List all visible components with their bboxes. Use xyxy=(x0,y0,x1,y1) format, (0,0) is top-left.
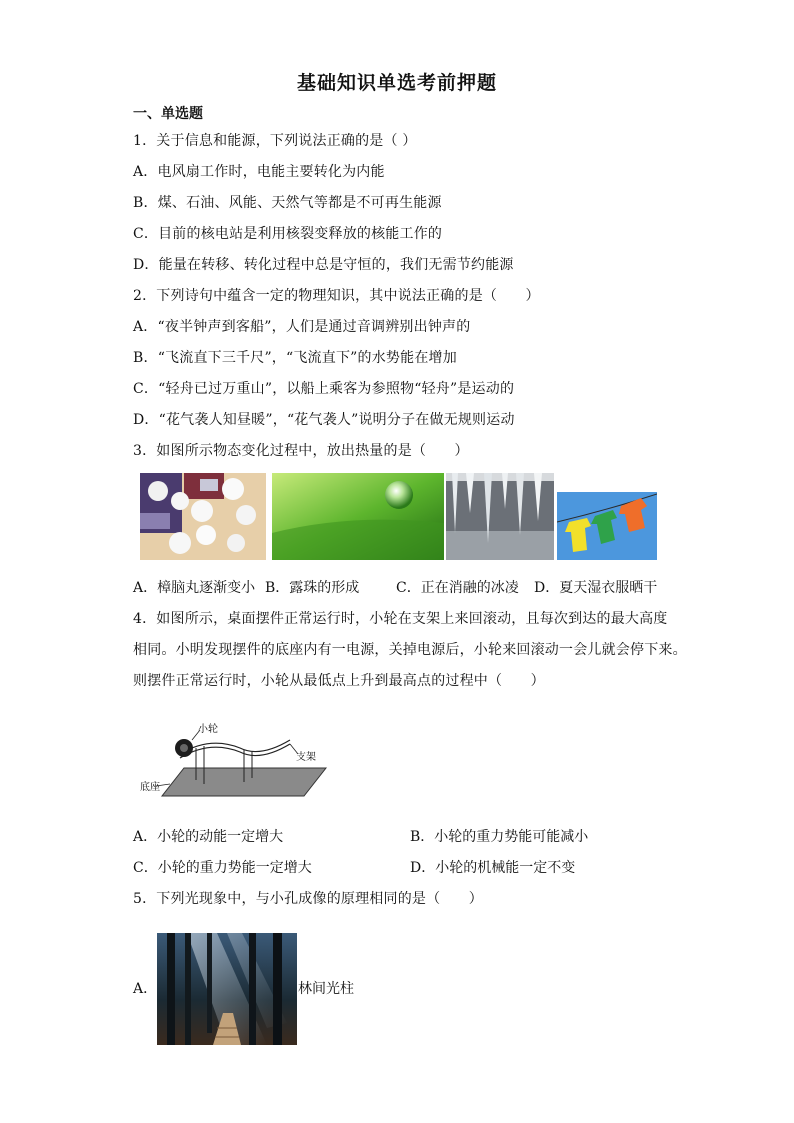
camphor-balls-photo xyxy=(140,473,266,560)
q4-option-b: B．小轮的重力势能可能减小 xyxy=(410,829,589,845)
section-heading: 一、单选题 xyxy=(133,106,203,122)
wheel-label: 小轮 xyxy=(198,724,218,735)
stand-label: 支架 xyxy=(296,752,316,763)
base-label: 底座 xyxy=(140,782,160,793)
rolling-wheel-diagram xyxy=(140,718,340,804)
q2-option-b: B．“飞流直下三千尺”，“飞流直下”的水势能在增加 xyxy=(133,350,457,366)
q2-option-a: A．“夜半钟声到客船”，人们是通过音调辨别出钟声的 xyxy=(133,319,471,335)
q5-stem: 5．下列光现象中，与小孔成像的原理相同的是（ ） xyxy=(133,891,483,907)
q3-option-a: A．樟脑丸逐渐变小 xyxy=(133,580,256,596)
q1-option-c: C．目前的核电站是利用核裂变释放的核能工作的 xyxy=(133,226,443,242)
q2-option-c: C．“轻舟已过万重山”，以船上乘客为参照物“轻舟”是运动的 xyxy=(133,381,515,397)
q4-stem-line-2: 相同。小明发现摆件的底座内有一电源，关掉电源后，小轮来回滚动一会儿就会停下来。 xyxy=(133,642,687,658)
q3-option-d: D．夏天湿衣服晒干 xyxy=(534,580,658,596)
dew-drop-photo xyxy=(272,473,444,560)
q2-option-d: D．“花气袭人知昼暖”，“花气袭人”说明分子在做无规则运动 xyxy=(133,412,515,428)
q5-option-a-prefix: A． xyxy=(133,981,158,997)
q4-option-c: C．小轮的重力势能一定增大 xyxy=(133,860,312,876)
q1-option-d: D．能量在转移、转化过程中总是守恒的，我们无需节约能源 xyxy=(133,257,514,273)
q1-option-b: B．煤、石油、风能、天然气等都是不可再生能源 xyxy=(133,195,442,211)
q5-option-a-caption: 林间光柱 xyxy=(298,981,354,997)
forest-light-beams-photo xyxy=(157,933,297,1045)
q3-option-c: C．正在消融的冰凌 xyxy=(396,580,519,596)
q2-stem: 2．下列诗句中蕴含一定的物理知识，其中说法正确的是（ ） xyxy=(133,288,540,304)
q1-stem: 1．关于信息和能源，下列说法正确的是（ ） xyxy=(133,133,417,149)
q4-stem-line-1: 4．如图所示，桌面摆件正常运行时，小轮在支架上来回滚动，且每次到达的最大高度 xyxy=(133,611,668,627)
clothes-drying-photo xyxy=(557,492,657,560)
q4-option-d: D．小轮的机械能一定不变 xyxy=(410,860,576,876)
page-title: 基础知识单选考前押题 xyxy=(296,72,497,94)
q3-option-b: B．露珠的形成 xyxy=(265,580,360,596)
q4-stem-line-3: 则摆件正常运行时，小轮从最低点上升到最高点的过程中（ ） xyxy=(133,673,545,689)
q1-option-a: A．电风扇工作时，电能主要转化为内能 xyxy=(133,164,385,180)
q4-option-a: A．小轮的动能一定增大 xyxy=(133,829,284,845)
q3-stem: 3．如图所示物态变化过程中，放出热量的是（ ） xyxy=(133,443,469,459)
icicles-photo xyxy=(446,473,554,560)
